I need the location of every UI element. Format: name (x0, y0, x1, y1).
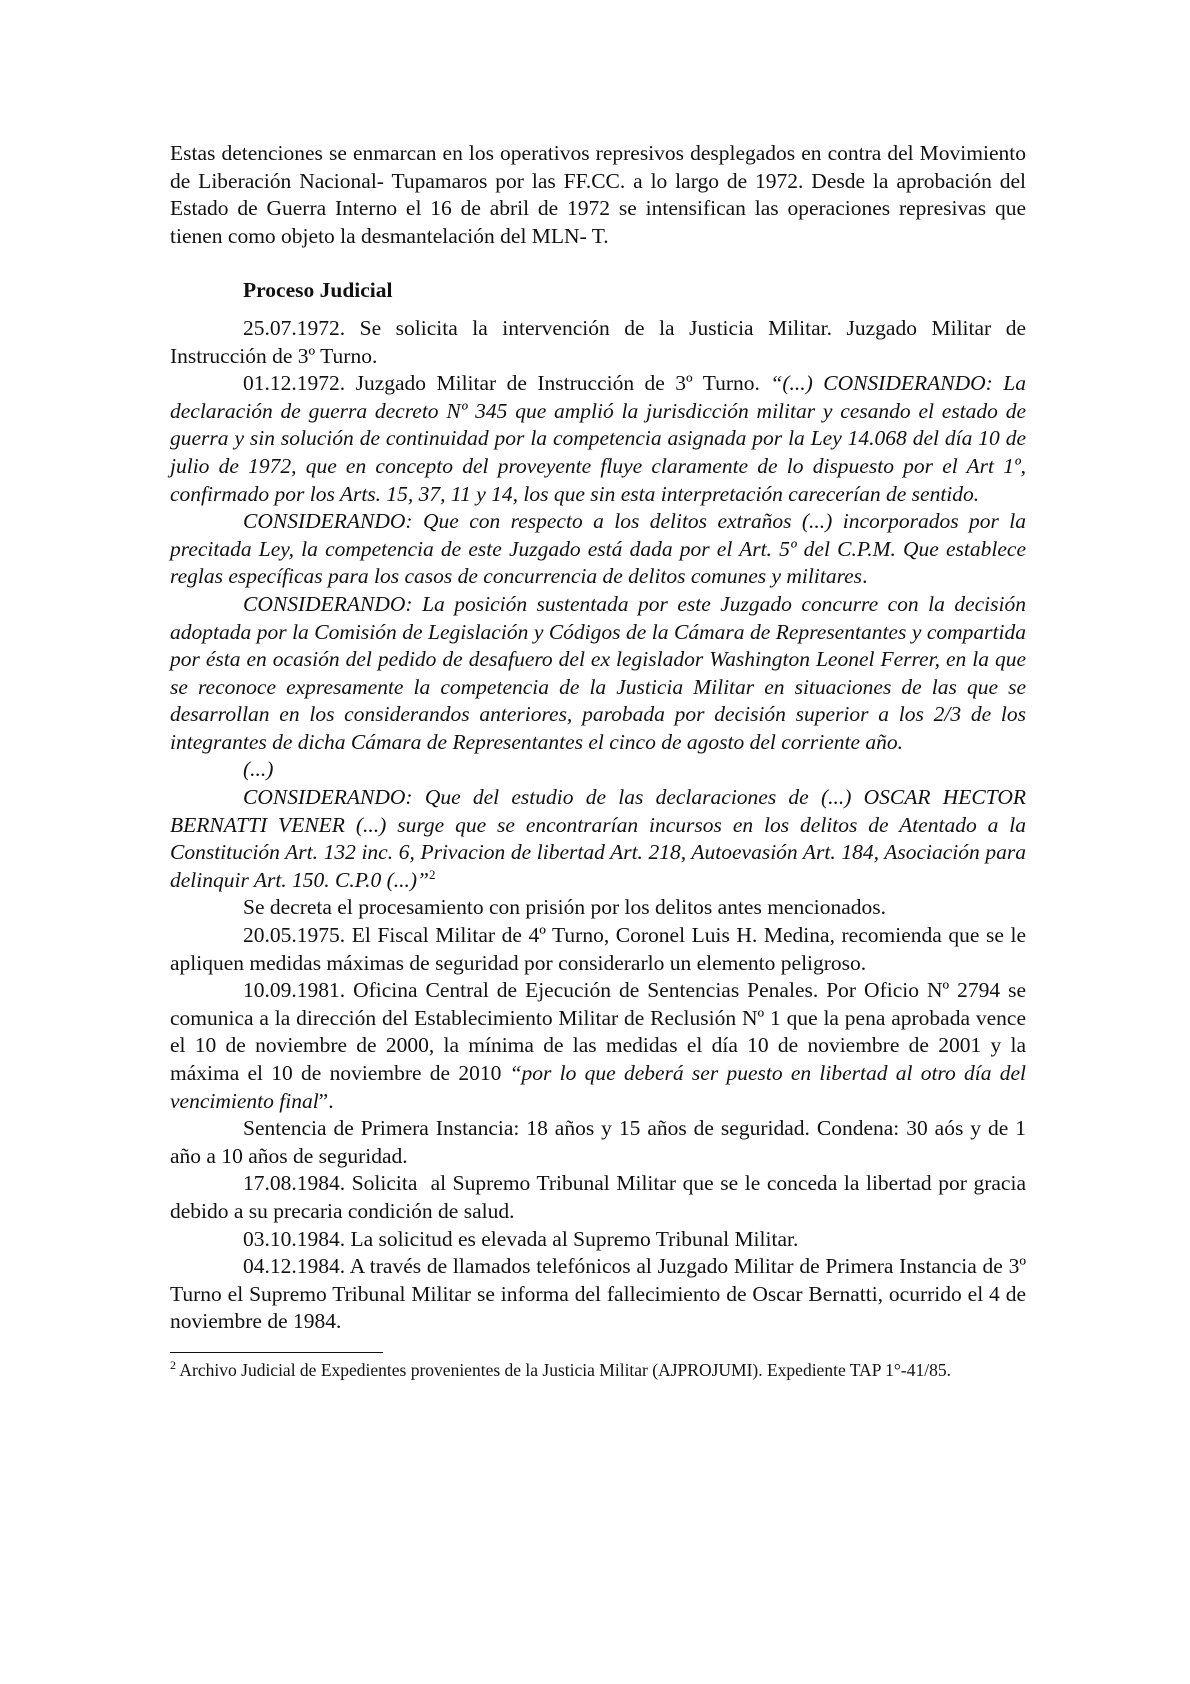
section-title: Proceso Judicial (243, 278, 393, 303)
entry-1984-10-03: 03.10.1984. La solicitud es elevada al Supremo Tribunal Militar. (243, 1226, 799, 1251)
sentencia-paragraph: Sentencia de Primera Instancia: 18 años y 15 años de seguridad. Condena: 30 aós y de 1 año a 10 años de seguridad. (170, 1116, 1026, 1168)
entry-1972-12-01 (170, 370, 1026, 508)
entry-1981-09-10: 10.09.1981. Oficina Central de Ejecución de Sentencias Penales. Por Oficio Nº 2794 se comunica a la dirección del Establecimiento Militar de Reclusión Nº 1 que la pena aprobada vence el 10 de noviembre de 2000, la mínima de las medidas el día 10 de noviembre de 2001 y la máxima el 10 de noviembre de 2010 “por lo que deberá ser puesto en libertad al otro día del vencimiento final”. (170, 978, 1026, 1113)
entry-1972-07-25: 25.07.1972. Se solicita la intervención de la Justicia Militar. Juzgado Militar de Instrucción de 3º Turno. (170, 315, 1026, 368)
footnote-text: Archivo Judicial de Expedientes provenientes de la Justicia Militar (AJPROJUMI). Expediente TAP 1°-41/85. (176, 1359, 951, 1380)
footnote-number: 2 (170, 1358, 176, 1373)
procesamiento-paragraph: Se decreta el procesamiento con prisión por los delitos antes mencionados. (243, 895, 887, 920)
footnote-reference[interactable]: 2 (429, 866, 436, 882)
entry-1984-08-17: 17.08.1984. Solicita al Supremo Tribunal Militar que se le conceda la libertad por gracia debido a su precaria condición de salud. (170, 1171, 1032, 1223)
entry-1975-05-20: 20.05.1975. El Fiscal Militar de 4º Turno, Coronel Luis H. Medina, recomienda que se le apliquen medidas máximas de seguridad por considerarlo un elemento peligroso. (170, 923, 1026, 975)
document-page (170, 140, 1032, 1382)
quoted-text: “(...) CONSIDERANDO: La declaración de guerra decreto Nº 345 que amplió la jurisdicción militar y cesando el estado de guerra y sin solución de continuidad por la competencia asignada por la Ley 14.068 del día 10 de julio de 1972, que en concepto del proveyente fluye claramente de lo dispuesto por el Art 1º, confirmado por los Arts. 15, 37, 11 y 14, los que sin esta interpretación carecerían de sentido. (170, 371, 1026, 506)
ellipsis-paragraph: (...) (243, 757, 274, 782)
footnote (170, 1359, 1026, 1382)
quoted-text: CONSIDERANDO: Que del estudio de las declaraciones de (...) OSCAR HECTOR BERNATTI VENER (...) surge que se encontrarían incursos en los delitos de Atentado a la Constitución Art. 132 inc. 6, Privacion de libertad Art. 218, Autoevasión Art. 184, Asociación para delinquir Art. 150. C.P.0 (...)” (170, 785, 1026, 892)
spacer (170, 305, 1026, 315)
intro-paragraph: Estas detenciones se enmarcan en los operativos represivos desplegados en contra del Movimiento de Liberación Nacional- Tupamaros por las FF.CC. a lo largo de 1972. Desde la aprobación del Estado de Guerra Interno el 16 de abril de 1972 se intensifican las operaciones represivas que tienen como objeto la desmantelación del MLN- T. (170, 141, 1026, 248)
entry-lead: 01.12.1972. Juzgado Militar de Instrucción de 3º Turno. (243, 371, 771, 396)
spacer (170, 250, 1026, 277)
quoted-text: CONSIDERANDO: La posición sustentada por este Juzgado concurre con la decisión adoptada por la Comisión de Legislación y Códigos de la Cámara de Representantes y compartida por ésta en ocasión del pedido de desafuero del ex legislador Washington Leonel Ferrer, en la que se reconoce expresamente la competencia de la Justicia Militar en situaciones de las que se desarrollan en los considerandos anteriores, parobada por decisión superior a los 2/3 de los integrantes de dicha Cámara de Representantes el cinco de agosto del corriente año. (170, 591, 1026, 754)
quoted-text: “por lo que deberá ser puesto en libertad al otro día del vencimiento final (170, 1061, 1026, 1113)
quoted-text: CONSIDERANDO: Que con respecto a los delitos extraños (...) incorporados por la precitada Ley, la competencia de este Juzgado está dada por el Art. 5º del C.P.M. Que establece reglas específicas para los casos de concurrencia de delitos comunes y militares (170, 509, 1026, 589)
entry-1984-12-04: 04.12.1984. A través de llamados telefónicos al Juzgado Militar de Primera Instancia de 3º Turno el Supremo Tribunal Militar se informa del fallecimiento de Oscar Bernatti, ocurrido el 4 de noviembre de 1984. (170, 1254, 1026, 1334)
considerando-paragraph: CONSIDERANDO: Que con respecto a los delitos extraños (...) incorporados por la precitada Ley, la competencia de este Juzgado está dada por el Art. 5º del C.P.M. Que establece reglas específicas para los casos de concurrencia de delitos comunes y militares. (170, 509, 1026, 589)
considerando-paragraph (170, 784, 1026, 894)
considerando-paragraph (170, 591, 1026, 757)
footnote-divider (170, 1352, 383, 1353)
